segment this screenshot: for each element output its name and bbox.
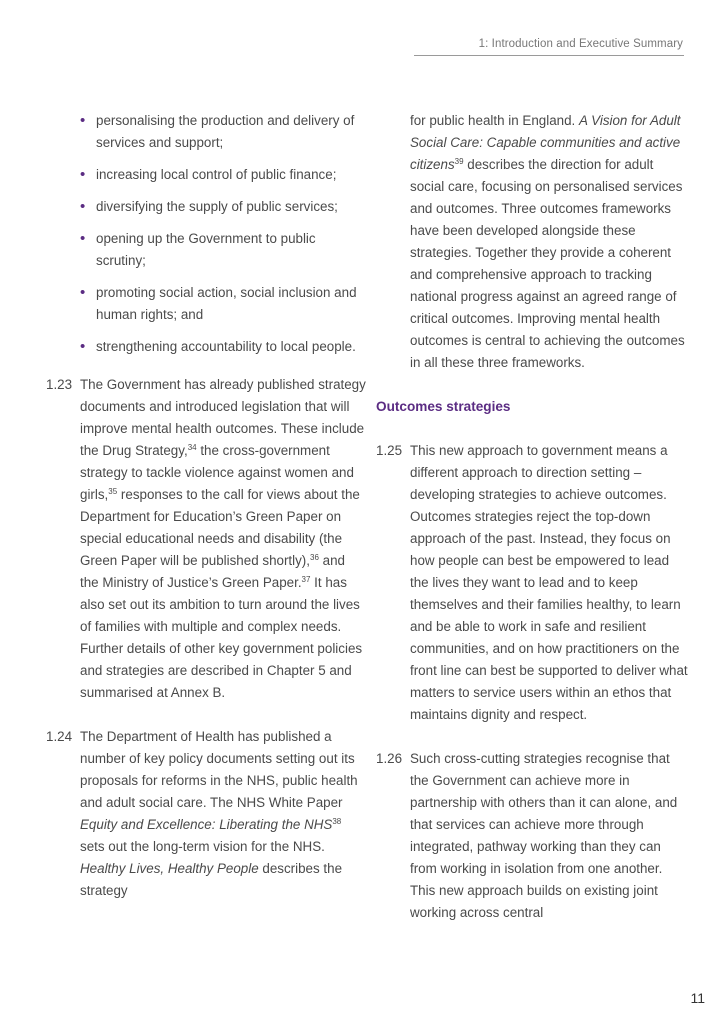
footnote-ref: 38	[332, 817, 342, 826]
footnote-ref: 37	[301, 575, 311, 584]
bullet-dot-icon: •	[80, 112, 86, 129]
bullet-dot-icon: •	[80, 166, 86, 183]
footnote-ref: 35	[108, 487, 118, 496]
paragraph-1-23: 1.23 The Government has already published strategy documents and introduced legislation that will improve mental health outcomes. These include the Drug Strategy,$^{34}$ the cross-government strategy to tackle violence against women and girls,$^{35}$ responses to the call for views about the Department for Education’s Green Paper on special educational needs and disability (the Green Paper will be published shortly),$^{36}$ and the Ministry of Justice’s Green Paper.$^{37}$ It has also set out its ambition to turn around the lives of families with multiple and complex needs. Further details of other key government policies and strategies are described in Chapter 5 and summarised at Annex B.	[46, 374, 366, 704]
paragraph-number: 1.24	[46, 729, 73, 744]
bullet-item: • opening up the Government to public scrutiny;	[80, 230, 316, 268]
document-title: Equity and Excellence: Liberating the NHS	[80, 817, 333, 832]
page-number: 11	[690, 990, 705, 1006]
footnote-ref: 39	[454, 157, 464, 166]
paragraph-1-24-continued: for public health in England. A Vision for Adult Social Care: Capable communities and active citizens$^{39}$ describes the direction for adult social care, focusing on personalised services and outcomes. Three outcomes frameworks have been developed alongside these strategies. Together they provide a coherent and comprehensive approach to tracking national progress against an agreed range of critical outcomes. Improving mental health outcomes is central to achieving the outcomes in all these three frameworks.	[410, 113, 685, 370]
bullet-dot-icon: •	[80, 198, 86, 215]
bullet-item: • personalising the production and delivery of services and support;	[80, 112, 355, 150]
bullet-dot-icon: •	[80, 230, 86, 247]
footnote-ref: 34	[187, 443, 197, 452]
paragraph-number: 1.26	[376, 751, 403, 766]
paragraph-number: 1.23	[46, 377, 73, 392]
bullet-dot-icon: •	[80, 338, 86, 355]
bullet-item: • strengthening accountability to local people.	[46, 336, 366, 358]
bullet-list	[46, 110, 366, 358]
left-column	[46, 110, 366, 924]
bullet-item: • diversifying the supply of public services;	[46, 196, 366, 218]
paragraph-1-26: 1.26 Such cross-cutting strategies recognise that the Government can achieve more in partnership with others than it can alone, and that services can achieve more through integrated, pathway working than they can from working in isolation from one another. This new approach builds on existing joint working across central	[376, 748, 688, 924]
document-title: A Vision for Adult Social Care: Capable communities and active citizens	[410, 113, 681, 172]
header-rule	[414, 55, 684, 56]
right-column	[376, 110, 688, 946]
footnote-ref: 36	[310, 553, 319, 562]
running-header: 1: Introduction and Executive Summary	[478, 38, 683, 50]
bullet-item: • promoting social action, social inclusion and human rights; and	[80, 284, 357, 322]
document-title: Healthy Lives, Healthy People	[80, 861, 259, 876]
paragraph-1-24: 1.24 The Department of Health has published a number of key policy documents setting out its proposals for reforms in the NHS, public health and adult social care. The NHS White Paper Equity and Excellence: Liberating the NHS$^{38}$ sets out the long-term vision for the NHS. Healthy Lives, Healthy People describes the strategy	[46, 726, 366, 902]
bullet-dot-icon: •	[80, 284, 86, 301]
bullet-item: • increasing local control of public finance;	[46, 164, 366, 186]
paragraph-number: 1.25	[376, 443, 403, 458]
section-heading: Outcomes strategies	[376, 399, 511, 414]
paragraph-1-25: 1.25 This new approach to government means a different approach to direction setting – developing strategies to achieve outcomes. Outcomes strategies reject the top-down approach of the past. Instead, they focus on how people can best be empowered to lead the lives they want to lead and to keep themselves and their families healthy, to learn and be able to work in safe and resilient communities, and on how practitioners on the front line can best be supported to deliver what matters to service users within an ethos that maintains dignity and respect.	[376, 440, 688, 726]
